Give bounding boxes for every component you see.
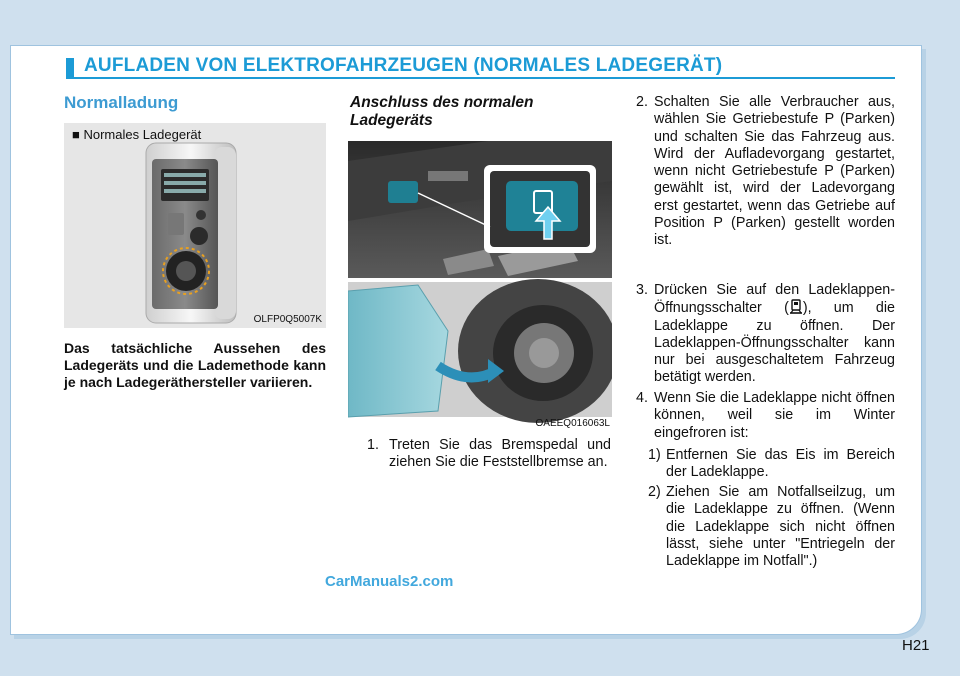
substep-1-number: 1) [648, 447, 661, 463]
step-3 [636, 282, 895, 387]
charger-note: Das tatsächliche Aussehen des Ladegeräts und die Lademethode kann je nach Ladegeräthersteller variieren. [64, 340, 326, 390]
step-1-text: Treten Sie das Bremspedal und ziehen Sie die Feststellbremse an. [389, 437, 611, 471]
step-2 [636, 94, 895, 250]
charge-door-figure-code: OAEEQ016063L [535, 418, 610, 429]
step-3-text-before: Drücken Sie auf den Ladeklappen-Öffnungsschalter ( [654, 282, 895, 317]
step-3-text-after: ), um die Ladeklappe zu öffnen. Der Ladeklappen-Öffnungsschalter kann nur bei ausgeschaltetem Fahrzeug betätigt werden. [654, 300, 895, 386]
step-3-text [636, 282, 895, 387]
step-1 [368, 437, 611, 472]
charger-figure [64, 123, 326, 328]
step-3-number: 3. [636, 282, 648, 298]
step-4 [636, 390, 895, 442]
substep-2-number: 2) [648, 484, 661, 500]
charger-figure-code: OLFP0Q5007K [253, 314, 322, 325]
connection-heading: Anschluss des normalen Ladegeräts [350, 94, 534, 129]
step-2-text: Schalten Sie alle Verbraucher aus, wählen Sie Getriebestufe P (Parken) und schalten Sie das Fahrzeug aus. Wird der Aufladevorgang gestartet, wenn nicht Getriebestufe P (Parken) gewählt ist, wird der Ladevorgang erst gestartet, wenn das Getriebe auf Position P (Parken) gestellt worden ist. [654, 94, 895, 249]
substep-2-text: Ziehen Sie am Notfallseilzug, um die Ladeklappe zu öffnen. (Wenn die Ladeklappe sich nicht öffnen lässt, siehe unter "Entriegeln der Ladeklappe im Notfall".) [666, 484, 895, 570]
normalladung-heading: Normalladung [64, 93, 179, 112]
header-accent-bar [66, 58, 74, 78]
step-4-number: 4. [636, 390, 648, 406]
substep-1-text: Entfernen Sie das Eis im Bereich der Ladeklappe. [666, 447, 895, 481]
substep-1 [648, 447, 895, 482]
page-number: H21 [902, 637, 930, 654]
watermark-link[interactable]: CarManuals2.com [325, 573, 454, 590]
charger-illustration [64, 123, 326, 328]
charge-door-illustration [348, 141, 612, 431]
header-rule [66, 77, 895, 79]
step-2-number: 2. [636, 94, 648, 110]
charge-door-figure [348, 141, 612, 431]
step-1-number: 1. [367, 437, 379, 453]
step-4-text: Wenn Sie die Ladeklappe nicht öffnen können, weil sie im Winter eingefroren ist: [654, 390, 895, 441]
section-header-title: AUFLADEN VON ELEKTROFAHRZEUGEN (NORMALES LADEGERÄT) [84, 55, 723, 76]
charge-door-switch-icon [789, 299, 803, 315]
charger-figure-caption: ■ Normales Ladegerät [72, 127, 202, 142]
substep-2 [648, 484, 895, 570]
